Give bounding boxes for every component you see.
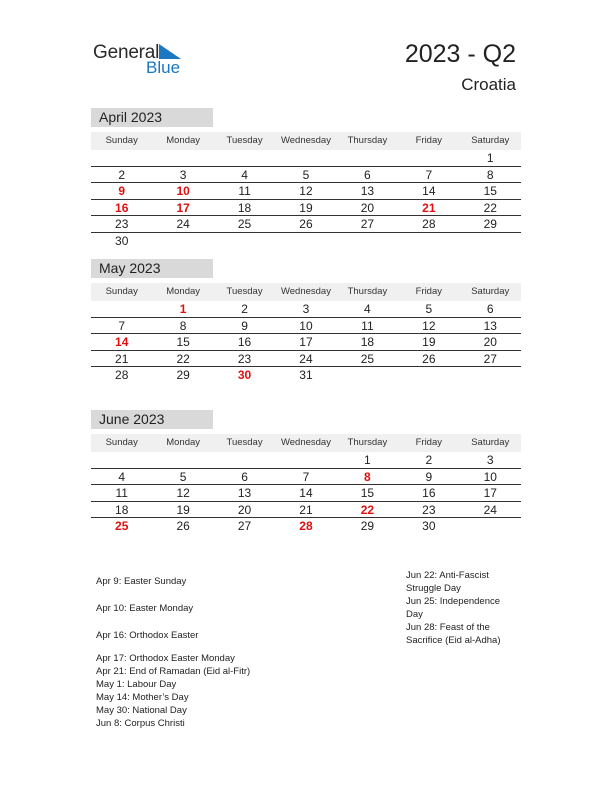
logo-blue-text: Blue [146,58,181,77]
week-row [91,334,521,351]
day-cell: 23 [115,217,129,231]
day-cell: 8 [364,469,371,484]
day-cell: 14 [115,335,129,349]
day-cell: 20 [483,335,497,349]
day-cell: 12 [422,318,436,333]
empty-day-cell [398,150,459,166]
week-row [91,485,521,502]
day-cell: 17 [176,200,190,215]
week-row [91,233,521,250]
empty-day-cell [398,233,459,250]
weekday-label: Thursday [347,135,388,146]
empty-day-cell [214,452,275,468]
weekday-label: Thursday [347,437,388,448]
day-cell: 16 [237,335,252,349]
day-cell: 16 [115,200,129,215]
day-cell: 20 [360,200,375,215]
day-cell: 1 [486,151,494,165]
week-row [91,200,521,217]
weekday-header [91,434,521,452]
day-cell: 25 [360,351,375,366]
weekday-label: Friday [415,286,443,297]
day-cell: 21 [422,200,436,215]
day-cell: 25 [115,519,129,533]
holiday-notes-right [406,569,501,647]
day-cell: 24 [176,217,190,231]
day-cell: 24 [483,502,497,517]
week-row [91,183,521,200]
logo [93,42,193,78]
holiday-note: Jun 8: Corpus Christi [96,718,185,729]
weekday-header [91,132,521,150]
weekday-label: Sunday [105,135,138,146]
empty-day-cell [460,518,521,535]
day-cell: 2 [241,302,248,316]
day-cell: 3 [486,453,494,467]
weekday-header [91,283,521,301]
day-cell: 22 [483,200,497,215]
day-cell: 25 [237,217,252,231]
day-cell: 12 [299,184,313,198]
weekday-label: Saturday [471,437,510,448]
day-cell: 26 [299,217,313,231]
week-row [91,502,521,519]
day-cell: 12 [176,486,190,500]
weekday-label: Friday [415,135,443,146]
day-cell: 5 [179,469,187,484]
day-cell: 26 [422,351,436,366]
month-calendar [91,108,521,249]
day-cell: 28 [115,368,129,382]
empty-day-cell [152,150,213,166]
weekday-label: Monday [166,135,201,146]
weekday-label: Monday [166,286,201,297]
weekday-label: Sunday [105,437,138,448]
day-cell: 21 [115,351,129,366]
day-cell: 7 [118,318,126,333]
week-row [91,518,521,535]
holiday-note: May 1: Labour Day [96,679,177,690]
day-cell: 30 [237,368,252,382]
day-cell: 19 [176,502,190,517]
weekday-label: Wednesday [280,135,331,146]
day-cell: 4 [364,302,371,316]
day-cell: 18 [237,200,252,215]
day-cell: 30 [422,519,436,533]
empty-day-cell [214,150,275,166]
day-cell: 20 [237,502,252,517]
empty-day-cell [337,150,398,166]
day-cell: 27 [237,519,252,533]
day-cell: 9 [118,184,126,198]
day-cell: 17 [299,335,313,349]
month-label: May 2023 [91,259,213,278]
week-row [91,452,521,469]
week-row [91,150,521,167]
day-cell: 14 [299,486,313,500]
day-cell: 10 [483,469,497,484]
empty-day-cell [337,233,398,250]
day-cell: 28 [299,519,313,533]
week-row [91,367,521,384]
weekday-label: Monday [166,437,201,448]
day-cell: 11 [361,318,374,333]
day-cell: 13 [483,318,497,333]
empty-day-cell [337,367,398,384]
country-name: Croatia [461,75,516,94]
holiday-note: Apr 17: Orthodox Easter Monday [96,653,235,664]
day-cell: 5 [302,167,310,182]
day-cell: 13 [360,184,375,198]
week-row [91,469,521,486]
holiday-note: May 14: Mother’s Day [96,692,189,703]
holiday-note: Apr 10: Easter Monday [96,603,194,614]
day-cell: 26 [176,519,190,533]
day-cell: 7 [425,167,433,182]
day-cell: 4 [241,167,248,182]
day-cell: 9 [241,318,248,333]
day-cell: 11 [115,486,128,500]
day-cell: 15 [176,335,190,349]
day-cell: 9 [425,469,433,484]
day-cell: 27 [483,351,497,366]
page-title: 2023 - Q2 [404,40,516,68]
weekday-label: Thursday [347,286,388,297]
empty-day-cell [152,233,213,250]
weekday-label: Saturday [471,135,510,146]
week-row [91,351,521,368]
holiday-note: Jun 28: Feast of the Sacrifice (Eid al-Adha) [406,622,501,646]
weekday-label: Sunday [105,286,138,297]
empty-day-cell [152,452,213,468]
month-label: April 2023 [91,108,213,127]
day-cell: 3 [179,167,187,182]
day-cell: 6 [486,302,494,316]
holiday-note: Jun 22: Anti-Fascist Struggle Day [406,570,489,594]
day-cell: 6 [241,469,248,484]
day-cell: 2 [118,167,126,182]
holiday-note: Apr 16: Orthodox Easter [96,630,199,641]
day-cell: 13 [237,486,252,500]
day-cell: 28 [422,217,436,231]
weekday-label: Tuesday [226,286,263,297]
day-cell: 6 [364,167,371,182]
day-cell: 23 [237,351,252,366]
day-cell: 10 [176,184,190,198]
empty-day-cell [460,367,521,384]
day-cell: 29 [483,217,497,231]
day-cell: 24 [299,351,313,366]
holiday-note: May 30: National Day [96,705,187,716]
day-cell: 27 [360,217,375,231]
day-cell: 14 [422,184,436,198]
logo-general-text: General [93,42,160,63]
weekday-label: Wednesday [280,437,331,448]
weekday-label: Friday [415,437,443,448]
day-cell: 29 [176,368,190,382]
holiday-notes-left [96,575,250,730]
weekday-label: Tuesday [226,135,263,146]
day-cell: 18 [360,335,375,349]
day-cell: 8 [486,167,494,182]
day-cell: 23 [422,502,436,517]
day-cell: 1 [179,302,187,316]
weekday-label: Saturday [471,286,510,297]
empty-day-cell [275,233,336,250]
day-cell: 17 [483,486,497,500]
day-cell: 22 [360,502,375,517]
day-cell: 16 [422,486,436,500]
week-row [91,301,521,318]
day-cell: 18 [115,502,129,517]
day-cell: 11 [238,184,251,198]
day-cell: 4 [118,469,126,484]
empty-day-cell [91,301,152,317]
holiday-note: Jun 25: Independence Day [406,596,501,620]
empty-day-cell [91,150,152,166]
empty-day-cell [275,452,336,468]
day-cell: 19 [422,335,436,349]
day-cell: 30 [115,233,129,248]
month-calendar [91,259,521,384]
day-cell: 29 [360,519,375,533]
empty-day-cell [214,233,275,250]
day-cell: 3 [302,302,310,316]
day-cell: 21 [299,502,313,517]
empty-day-cell [275,150,336,166]
week-row [91,318,521,335]
day-cell: 19 [299,200,313,215]
empty-day-cell [91,452,152,468]
holiday-note: Apr 21: End of Ramadan (Eid al-Fitr) [96,666,251,677]
day-cell: 15 [360,486,375,500]
day-cell: 5 [425,302,433,316]
day-cell: 8 [179,318,187,333]
day-cell: 1 [364,453,371,467]
week-row [91,216,521,233]
empty-day-cell [460,233,521,250]
holiday-note: Apr 9: Easter Sunday [96,576,187,587]
empty-day-cell [398,367,459,384]
day-cell: 10 [299,318,313,333]
day-cell: 7 [302,469,310,484]
month-calendar [91,410,521,535]
day-cell: 22 [176,351,190,366]
day-cell: 31 [299,368,313,382]
month-label: June 2023 [91,410,213,429]
weekday-label: Wednesday [280,286,331,297]
week-row [91,167,521,184]
day-cell: 2 [425,453,433,467]
day-cell: 15 [483,184,497,198]
weekday-label: Tuesday [226,437,263,448]
